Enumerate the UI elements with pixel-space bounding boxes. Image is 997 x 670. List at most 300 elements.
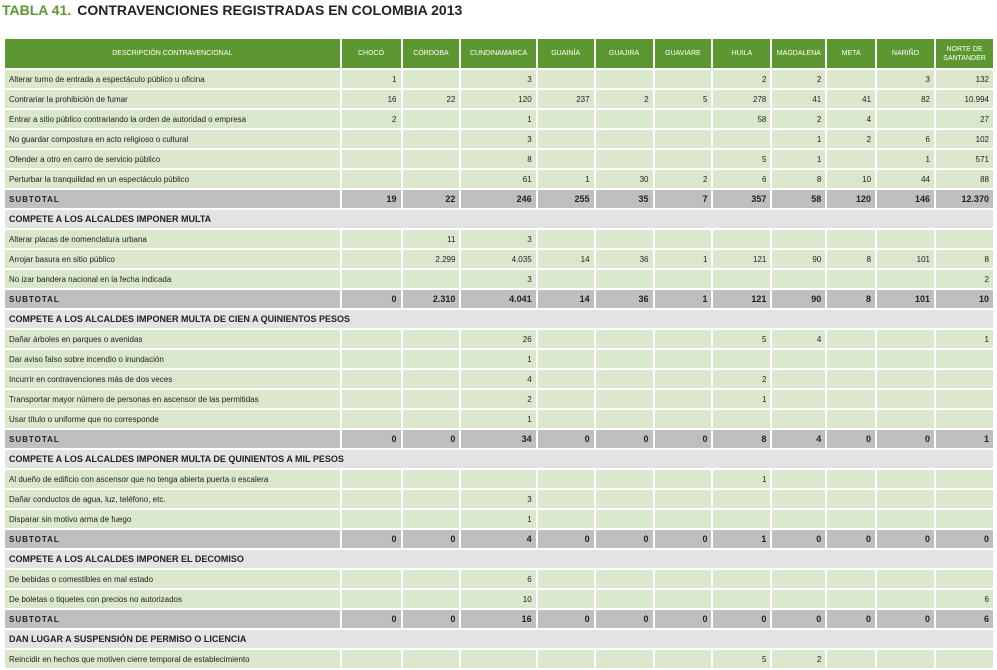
value-cell: 35	[596, 190, 653, 208]
subtotal-label: SUBTOTAL	[5, 430, 340, 448]
value-cell: 2	[713, 370, 770, 388]
value-cell	[713, 510, 770, 528]
value-cell	[655, 410, 712, 428]
value-cell: 0	[342, 290, 401, 308]
table-row	[5, 650, 993, 668]
value-cell	[655, 350, 712, 368]
value-cell	[936, 470, 993, 488]
value-cell	[877, 490, 934, 508]
value-cell	[827, 590, 875, 608]
section-title: COMPETE A LOS ALCALDES IMPONER MULTA	[5, 210, 993, 228]
table-row	[5, 70, 993, 88]
row-description: De bebidas o comestibles en mal estado	[5, 570, 340, 588]
value-cell: 0	[596, 610, 653, 628]
row-description: Contrariar la prohibición de fumar	[5, 90, 340, 108]
value-cell	[827, 490, 875, 508]
value-cell: 0	[713, 610, 770, 628]
value-cell	[655, 590, 712, 608]
section-title: COMPETE A LOS ALCALDES IMPONER EL DECOMISO	[5, 550, 993, 568]
value-cell	[772, 570, 825, 588]
value-cell: 0	[403, 430, 460, 448]
value-cell: 3	[877, 70, 934, 88]
table-row	[5, 490, 993, 508]
value-cell: 1	[342, 70, 401, 88]
section-header-row	[5, 550, 993, 568]
table-row	[5, 590, 993, 608]
value-cell: 22	[403, 90, 460, 108]
value-cell	[342, 170, 401, 188]
value-cell	[936, 230, 993, 248]
value-cell: 0	[772, 530, 825, 548]
value-cell: 3	[461, 130, 535, 148]
value-cell: 2	[827, 130, 875, 148]
value-cell	[936, 650, 993, 668]
value-cell: 0	[655, 430, 712, 448]
value-cell: 0	[936, 530, 993, 548]
row-description: Reincidir en hechos que motiven cierre temporal de establecimiento	[5, 650, 340, 668]
value-cell: 82	[877, 90, 934, 108]
column-header: MAGDALENA	[772, 39, 825, 68]
value-cell: 0	[877, 430, 934, 448]
value-cell: 90	[772, 290, 825, 308]
value-cell	[655, 510, 712, 528]
value-cell	[538, 270, 594, 288]
value-cell	[772, 590, 825, 608]
row-description: Alterar turno de entrada a espectáculo público u oficina	[5, 70, 340, 88]
value-cell	[877, 390, 934, 408]
value-cell	[877, 370, 934, 388]
value-cell	[342, 650, 401, 668]
value-cell: 0	[827, 610, 875, 628]
value-cell	[403, 130, 460, 148]
column-header: NARIÑO	[877, 39, 934, 68]
value-cell	[877, 230, 934, 248]
value-cell: 2	[772, 70, 825, 88]
value-cell	[461, 470, 535, 488]
value-cell: 16	[461, 610, 535, 628]
value-cell: 1	[538, 170, 594, 188]
value-cell	[461, 650, 535, 668]
value-cell: 246	[461, 190, 535, 208]
value-cell: 121	[713, 290, 770, 308]
value-cell	[342, 270, 401, 288]
value-cell: 4	[772, 330, 825, 348]
value-cell	[877, 330, 934, 348]
value-cell: 0	[538, 430, 594, 448]
value-cell	[936, 510, 993, 528]
value-cell	[403, 490, 460, 508]
value-cell: 4.035	[461, 250, 535, 268]
value-cell	[596, 490, 653, 508]
column-header: CUNDINAMARCA	[461, 39, 535, 68]
value-cell: 132	[936, 70, 993, 88]
value-cell	[403, 570, 460, 588]
value-cell	[538, 70, 594, 88]
value-cell	[538, 330, 594, 348]
value-cell: 237	[538, 90, 594, 108]
value-cell: 3	[461, 70, 535, 88]
table-title	[2, 0, 462, 20]
value-cell: 4	[461, 370, 535, 388]
value-cell	[596, 150, 653, 168]
row-description: Al dueño de edificio con ascensor que no tenga abierta puerta o escalera	[5, 470, 340, 488]
row-description: Alterar placas de nomenclatura urbana	[5, 230, 340, 248]
value-cell	[342, 350, 401, 368]
value-cell: 1	[461, 510, 535, 528]
value-cell	[596, 230, 653, 248]
subtotal-row	[5, 530, 993, 548]
column-header: HUILA	[713, 39, 770, 68]
value-cell	[342, 390, 401, 408]
value-cell: 5	[713, 150, 770, 168]
value-cell	[342, 590, 401, 608]
value-cell	[713, 590, 770, 608]
subtotal-row	[5, 610, 993, 628]
row-description: Dar aviso falso sobre incendio o inundación	[5, 350, 340, 368]
table-row	[5, 250, 993, 268]
table-number: TABLA 41.	[2, 2, 72, 18]
column-header: GUAJIRA	[596, 39, 653, 68]
value-cell: 0	[403, 610, 460, 628]
value-cell: 2.310	[403, 290, 460, 308]
value-cell	[713, 350, 770, 368]
value-cell: 26	[461, 330, 535, 348]
value-cell: 8	[713, 430, 770, 448]
value-cell: 14	[538, 250, 594, 268]
value-cell	[827, 570, 875, 588]
value-cell: 0	[827, 530, 875, 548]
value-cell: 36	[596, 250, 653, 268]
value-cell	[403, 350, 460, 368]
value-cell: 2	[772, 650, 825, 668]
value-cell	[403, 270, 460, 288]
value-cell: 7	[655, 190, 712, 208]
value-cell	[403, 510, 460, 528]
value-cell	[936, 390, 993, 408]
value-cell: 8	[936, 250, 993, 268]
value-cell	[772, 350, 825, 368]
value-cell	[713, 490, 770, 508]
value-cell	[403, 110, 460, 128]
table-row	[5, 470, 993, 488]
value-cell	[342, 230, 401, 248]
value-cell	[936, 370, 993, 388]
row-description: No izar bandera nacional en la fecha indicada	[5, 270, 340, 288]
value-cell: 10	[461, 590, 535, 608]
value-cell: 58	[772, 190, 825, 208]
value-cell: 6	[877, 130, 934, 148]
row-description: Dañar conductos de agua, luz, teléfono, etc.	[5, 490, 340, 508]
value-cell: 1	[713, 530, 770, 548]
value-cell: 1	[877, 150, 934, 168]
value-cell	[342, 510, 401, 528]
value-cell	[827, 370, 875, 388]
subtotal-label: SUBTOTAL	[5, 530, 340, 548]
value-cell	[596, 650, 653, 668]
value-cell	[772, 490, 825, 508]
value-cell	[655, 470, 712, 488]
section-header-row	[5, 210, 993, 228]
value-cell	[772, 510, 825, 528]
value-cell: 6	[461, 570, 535, 588]
section-header-row	[5, 310, 993, 328]
value-cell: 102	[936, 130, 993, 148]
value-cell	[596, 590, 653, 608]
value-cell	[655, 110, 712, 128]
value-cell	[655, 650, 712, 668]
value-cell: 1	[936, 430, 993, 448]
value-cell: 30	[596, 170, 653, 188]
value-cell	[655, 570, 712, 588]
value-cell: 12.370	[936, 190, 993, 208]
value-cell: 8	[827, 250, 875, 268]
column-header: CHOCÓ	[342, 39, 401, 68]
value-cell	[538, 230, 594, 248]
column-header: GUAINÍA	[538, 39, 594, 68]
value-cell: 0	[403, 530, 460, 548]
value-cell: 4.041	[461, 290, 535, 308]
value-cell: 121	[713, 250, 770, 268]
value-cell: 120	[461, 90, 535, 108]
value-cell	[342, 150, 401, 168]
value-cell	[403, 370, 460, 388]
table-row	[5, 230, 993, 248]
column-header: CÓRDOBA	[403, 39, 460, 68]
value-cell: 88	[936, 170, 993, 188]
value-cell	[596, 330, 653, 348]
value-cell	[713, 270, 770, 288]
value-cell: 11	[403, 230, 460, 248]
table-row	[5, 110, 993, 128]
value-cell	[655, 270, 712, 288]
value-cell	[403, 390, 460, 408]
value-cell: 2	[936, 270, 993, 288]
value-cell: 278	[713, 90, 770, 108]
value-cell: 0	[877, 610, 934, 628]
value-cell: 19	[342, 190, 401, 208]
value-cell	[827, 470, 875, 488]
value-cell: 0	[655, 610, 712, 628]
subtotal-label: SUBTOTAL	[5, 610, 340, 628]
value-cell: 146	[877, 190, 934, 208]
value-cell: 1	[461, 110, 535, 128]
row-description: Incurrir en contravenciones más de dos veces	[5, 370, 340, 388]
value-cell	[772, 410, 825, 428]
value-cell	[655, 70, 712, 88]
section-title: DAN LUGAR A SUSPENSIÓN DE PERMISO O LICENCIA	[5, 630, 993, 648]
value-cell: 101	[877, 290, 934, 308]
value-cell: 1	[461, 410, 535, 428]
table-body	[5, 70, 993, 668]
table-row	[5, 570, 993, 588]
value-cell: 0	[596, 530, 653, 548]
value-cell	[403, 330, 460, 348]
value-cell	[403, 410, 460, 428]
value-cell	[772, 470, 825, 488]
value-cell: 0	[827, 430, 875, 448]
value-cell	[877, 570, 934, 588]
value-cell: 1	[772, 150, 825, 168]
value-cell	[342, 470, 401, 488]
value-cell	[342, 330, 401, 348]
value-cell	[596, 70, 653, 88]
value-cell: 255	[538, 190, 594, 208]
section-title: COMPETE A LOS ALCALDES IMPONER MULTA DE QUINIENTOS A MIL PESOS	[5, 450, 993, 468]
value-cell: 0	[877, 530, 934, 548]
value-cell: 1	[655, 290, 712, 308]
value-cell: 0	[538, 610, 594, 628]
column-header-description: DESCRIPCIÓN CONTRAVENCIONAL	[5, 39, 340, 68]
value-cell	[596, 510, 653, 528]
value-cell: 2.299	[403, 250, 460, 268]
value-cell	[538, 590, 594, 608]
value-cell	[596, 130, 653, 148]
value-cell: 8	[827, 290, 875, 308]
row-description: Usar título o uniforme que no corresponde	[5, 410, 340, 428]
header-row	[5, 39, 993, 68]
subtotal-row	[5, 190, 993, 208]
value-cell: 10	[827, 170, 875, 188]
table-row	[5, 90, 993, 108]
value-cell: 6	[713, 170, 770, 188]
value-cell	[827, 410, 875, 428]
value-cell: 357	[713, 190, 770, 208]
value-cell: 44	[877, 170, 934, 188]
value-cell: 1	[772, 130, 825, 148]
table-row	[5, 330, 993, 348]
value-cell: 1	[936, 330, 993, 348]
value-cell: 3	[461, 490, 535, 508]
value-cell	[596, 370, 653, 388]
value-cell	[538, 410, 594, 428]
value-cell: 0	[596, 430, 653, 448]
value-cell	[538, 510, 594, 528]
value-cell	[877, 470, 934, 488]
value-cell	[827, 350, 875, 368]
value-cell	[596, 110, 653, 128]
table-caption: CONTRAVENCIONES REGISTRADAS EN COLOMBIA 2013	[77, 2, 463, 18]
value-cell: 1	[461, 350, 535, 368]
section-header-row	[5, 450, 993, 468]
value-cell	[877, 650, 934, 668]
value-cell: 3	[461, 230, 535, 248]
section-header-row	[5, 630, 993, 648]
value-cell	[596, 410, 653, 428]
value-cell: 10	[936, 290, 993, 308]
value-cell: 120	[827, 190, 875, 208]
value-cell	[827, 510, 875, 528]
value-cell: 1	[713, 390, 770, 408]
value-cell	[538, 370, 594, 388]
value-cell	[827, 330, 875, 348]
value-cell: 2	[342, 110, 401, 128]
value-cell: 0	[342, 530, 401, 548]
value-cell	[403, 590, 460, 608]
value-cell: 5	[713, 330, 770, 348]
value-cell	[713, 230, 770, 248]
value-cell	[342, 410, 401, 428]
value-cell: 4	[827, 110, 875, 128]
value-cell: 27	[936, 110, 993, 128]
value-cell	[772, 370, 825, 388]
value-cell: 10.994	[936, 90, 993, 108]
value-cell	[827, 150, 875, 168]
value-cell: 5	[713, 650, 770, 668]
value-cell	[713, 130, 770, 148]
value-cell: 5	[655, 90, 712, 108]
value-cell	[596, 570, 653, 588]
value-cell	[827, 270, 875, 288]
value-cell: 90	[772, 250, 825, 268]
column-header: GUAVIARE	[655, 39, 712, 68]
table-row	[5, 390, 993, 408]
value-cell: 1	[655, 250, 712, 268]
row-description: Dañar árboles en parques o avenidas	[5, 330, 340, 348]
subtotal-row	[5, 290, 993, 308]
subtotal-label: SUBTOTAL	[5, 290, 340, 308]
value-cell	[538, 350, 594, 368]
value-cell	[936, 570, 993, 588]
value-cell	[655, 130, 712, 148]
value-cell	[342, 130, 401, 148]
value-cell: 8	[461, 150, 535, 168]
value-cell	[655, 150, 712, 168]
row-description: Transportar mayor número de personas en ascensor de las permitidas	[5, 390, 340, 408]
table-row	[5, 510, 993, 528]
value-cell	[655, 390, 712, 408]
value-cell	[538, 390, 594, 408]
value-cell	[538, 150, 594, 168]
table-row	[5, 150, 993, 168]
value-cell	[936, 350, 993, 368]
value-cell	[827, 390, 875, 408]
value-cell	[655, 490, 712, 508]
value-cell: 2	[655, 170, 712, 188]
value-cell: 2	[713, 70, 770, 88]
value-cell: 2	[772, 110, 825, 128]
value-cell	[342, 370, 401, 388]
value-cell: 34	[461, 430, 535, 448]
value-cell: 3	[461, 270, 535, 288]
value-cell	[538, 490, 594, 508]
table-row	[5, 410, 993, 428]
value-cell	[403, 70, 460, 88]
row-description: De boletas o tiquetes con precios no autorizados	[5, 590, 340, 608]
value-cell	[827, 650, 875, 668]
value-cell: 4	[461, 530, 535, 548]
section-title: COMPETE A LOS ALCALDES IMPONER MULTA DE CIEN A QUINIENTOS PESOS	[5, 310, 993, 328]
value-cell	[655, 370, 712, 388]
value-cell	[342, 490, 401, 508]
value-cell	[877, 350, 934, 368]
value-cell: 14	[538, 290, 594, 308]
value-cell: 36	[596, 290, 653, 308]
value-cell	[877, 110, 934, 128]
value-cell	[827, 70, 875, 88]
value-cell	[403, 470, 460, 488]
value-cell	[596, 350, 653, 368]
value-cell	[538, 110, 594, 128]
value-cell	[596, 390, 653, 408]
value-cell: 0	[342, 610, 401, 628]
value-cell	[772, 390, 825, 408]
value-cell	[538, 470, 594, 488]
value-cell	[538, 570, 594, 588]
value-cell	[772, 230, 825, 248]
row-description: No guardar compostura en acto religioso o cultural	[5, 130, 340, 148]
value-cell	[713, 410, 770, 428]
row-description: Perturbar la tranquilidad en un espectáculo público	[5, 170, 340, 188]
